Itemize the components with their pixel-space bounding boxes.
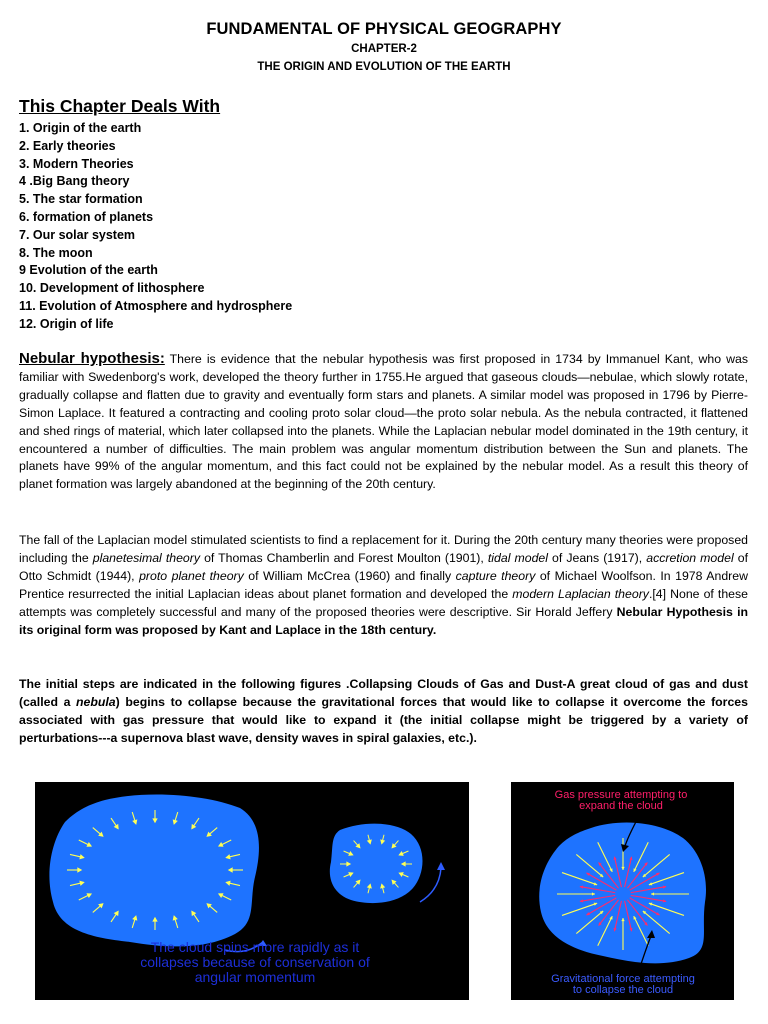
spin-arrowhead-right (437, 862, 445, 870)
section-heading: Nebular hypothesis: (19, 350, 165, 367)
list-item: 11. Evolution of Atmosphere and hydrosphere (19, 298, 293, 313)
gas-pressure-label-line-2: expand the cloud (579, 800, 663, 812)
italic-term: modern Laplacian theory (512, 586, 649, 601)
pressure-vs-gravity-figure (511, 782, 734, 1000)
small-cloud-shape (330, 824, 423, 904)
list-item: 10. Development of lithosphere (19, 281, 205, 296)
collapsing-cloud-illustration (35, 782, 469, 1000)
italic-term: accretion model (646, 550, 734, 565)
list-item: 5. The star formation (19, 192, 143, 207)
gravity-label-line-1: Gravitational force attempting (551, 973, 695, 985)
nebular-hypothesis-paragraph (19, 350, 748, 494)
list-item: 3. Modern Theories (19, 156, 134, 171)
italic-term: nebula (76, 694, 116, 709)
text-run: of Michael Woolfson. In 1978 Andrew Prentice resurrected the initial Laplacian ideas about planet formation and developed the (19, 568, 748, 601)
chapter-contents-heading: This Chapter Deals With (19, 96, 221, 116)
gravity-label-line-2: to collapse the cloud (572, 984, 674, 996)
text-run: The fall of the Laplacian model stimulated scientists to find a replacement for it. During the 20th century many theories were proposed including the (19, 533, 748, 565)
chapter-title: THE ORIGIN AND EVOLUTION OF THE EARTH (257, 61, 511, 73)
pressure-gravity-illustration (511, 782, 734, 1000)
text-run: The initial steps are indicated in the following figures .Collapsing Clouds of Gas and Dust-A great cloud of gas and dust (called a (19, 677, 748, 709)
list-item: 8. The moon (19, 245, 93, 260)
text-run: of William McCrea (1960) and finally (243, 568, 456, 583)
list-item: 7. Our solar system (19, 227, 136, 242)
italic-term: capture theory (455, 568, 536, 583)
document-title: FUNDAMENTAL OF PHYSICAL GEOGRAPHY (206, 20, 562, 38)
list-item: 4 .Big Bang theory (19, 174, 130, 189)
text-run: .[4] None of these attempts was completely successful and many of the proposed theories were descriptive. Sir Horald Jeffery (19, 586, 748, 619)
list-item: 2. Early theories (19, 138, 116, 153)
figure-caption-line-3: angular momentum (194, 969, 316, 985)
chapter-contents-list (19, 120, 292, 334)
text-run: of Thomas Chamberlin and Forest Moulton (1901), (200, 550, 488, 565)
initial-steps-paragraph (19, 676, 748, 748)
italic-term: planetesimal theory (92, 550, 201, 565)
list-item: 6. formation of planets (19, 209, 154, 224)
collapsing-cloud-figure (35, 782, 469, 1000)
figure-caption-line-2: collapses because of conservation of (140, 954, 370, 970)
list-item: 1. Origin of the earth (19, 121, 142, 135)
figure-caption-line-1: The cloud spins more rapidly as it (150, 939, 360, 955)
gas-pressure-label-line-1: Gas pressure attempting to (554, 789, 688, 801)
list-item: 9 Evolution of the earth (19, 263, 158, 278)
text-run: ) begins to collapse because the gravitational forces that would like to collapse it overcome the forces associated with gas pressure that would like to expand it (the initial collapse might be triggered by a variety of perturbations---a supernova blast wave, density waves in spiral galaxies, etc.). (19, 694, 748, 745)
spin-arrow-right (420, 868, 441, 902)
bold-statement: Nebular Hypothesis in its original form was proposed by Kant and Laplace in the 18th century. (19, 604, 748, 637)
paragraph-text: There is evidence that the nebular hypothesis was first proposed in 1734 by Immanuel Kant, who was familiar with Swedenborg's work, developed the theory further in 1755.He argued that gaseous clouds—nebulae, which slowly rotate, gradually collapse and flatten due to gravity and eventually form stars and planets. A similar model was proposed in 1796 by Pierre-Simon Laplace. It featured a contracting and cooling proto solar cloud—the proto solar nebula. As the nebula contracted, it flattened and shed rings of material, which later collapsed into the planets. While the Laplacian nebular model dominated in the 19th century, it encountered a number of difficulties. The main problem was angular momentum distribution between the Sun and planets. The planets have 99% of the angular momentum, and this fact could not be explained by the nebular model. As a result this theory of planet formation was largely abandoned at the beginning of the 20th century. (19, 352, 748, 492)
laplacian-model-paragraph (19, 532, 748, 639)
italic-term: tidal model (487, 550, 548, 565)
chapter-number: CHAPTER-2 (351, 43, 417, 55)
italic-term: proto planet theory (139, 568, 244, 583)
text-run: of Jeans (1917), (547, 550, 647, 565)
list-item: 12. Origin of life (19, 316, 114, 331)
text-run: of Otto Schmidt (1944), (19, 550, 748, 583)
